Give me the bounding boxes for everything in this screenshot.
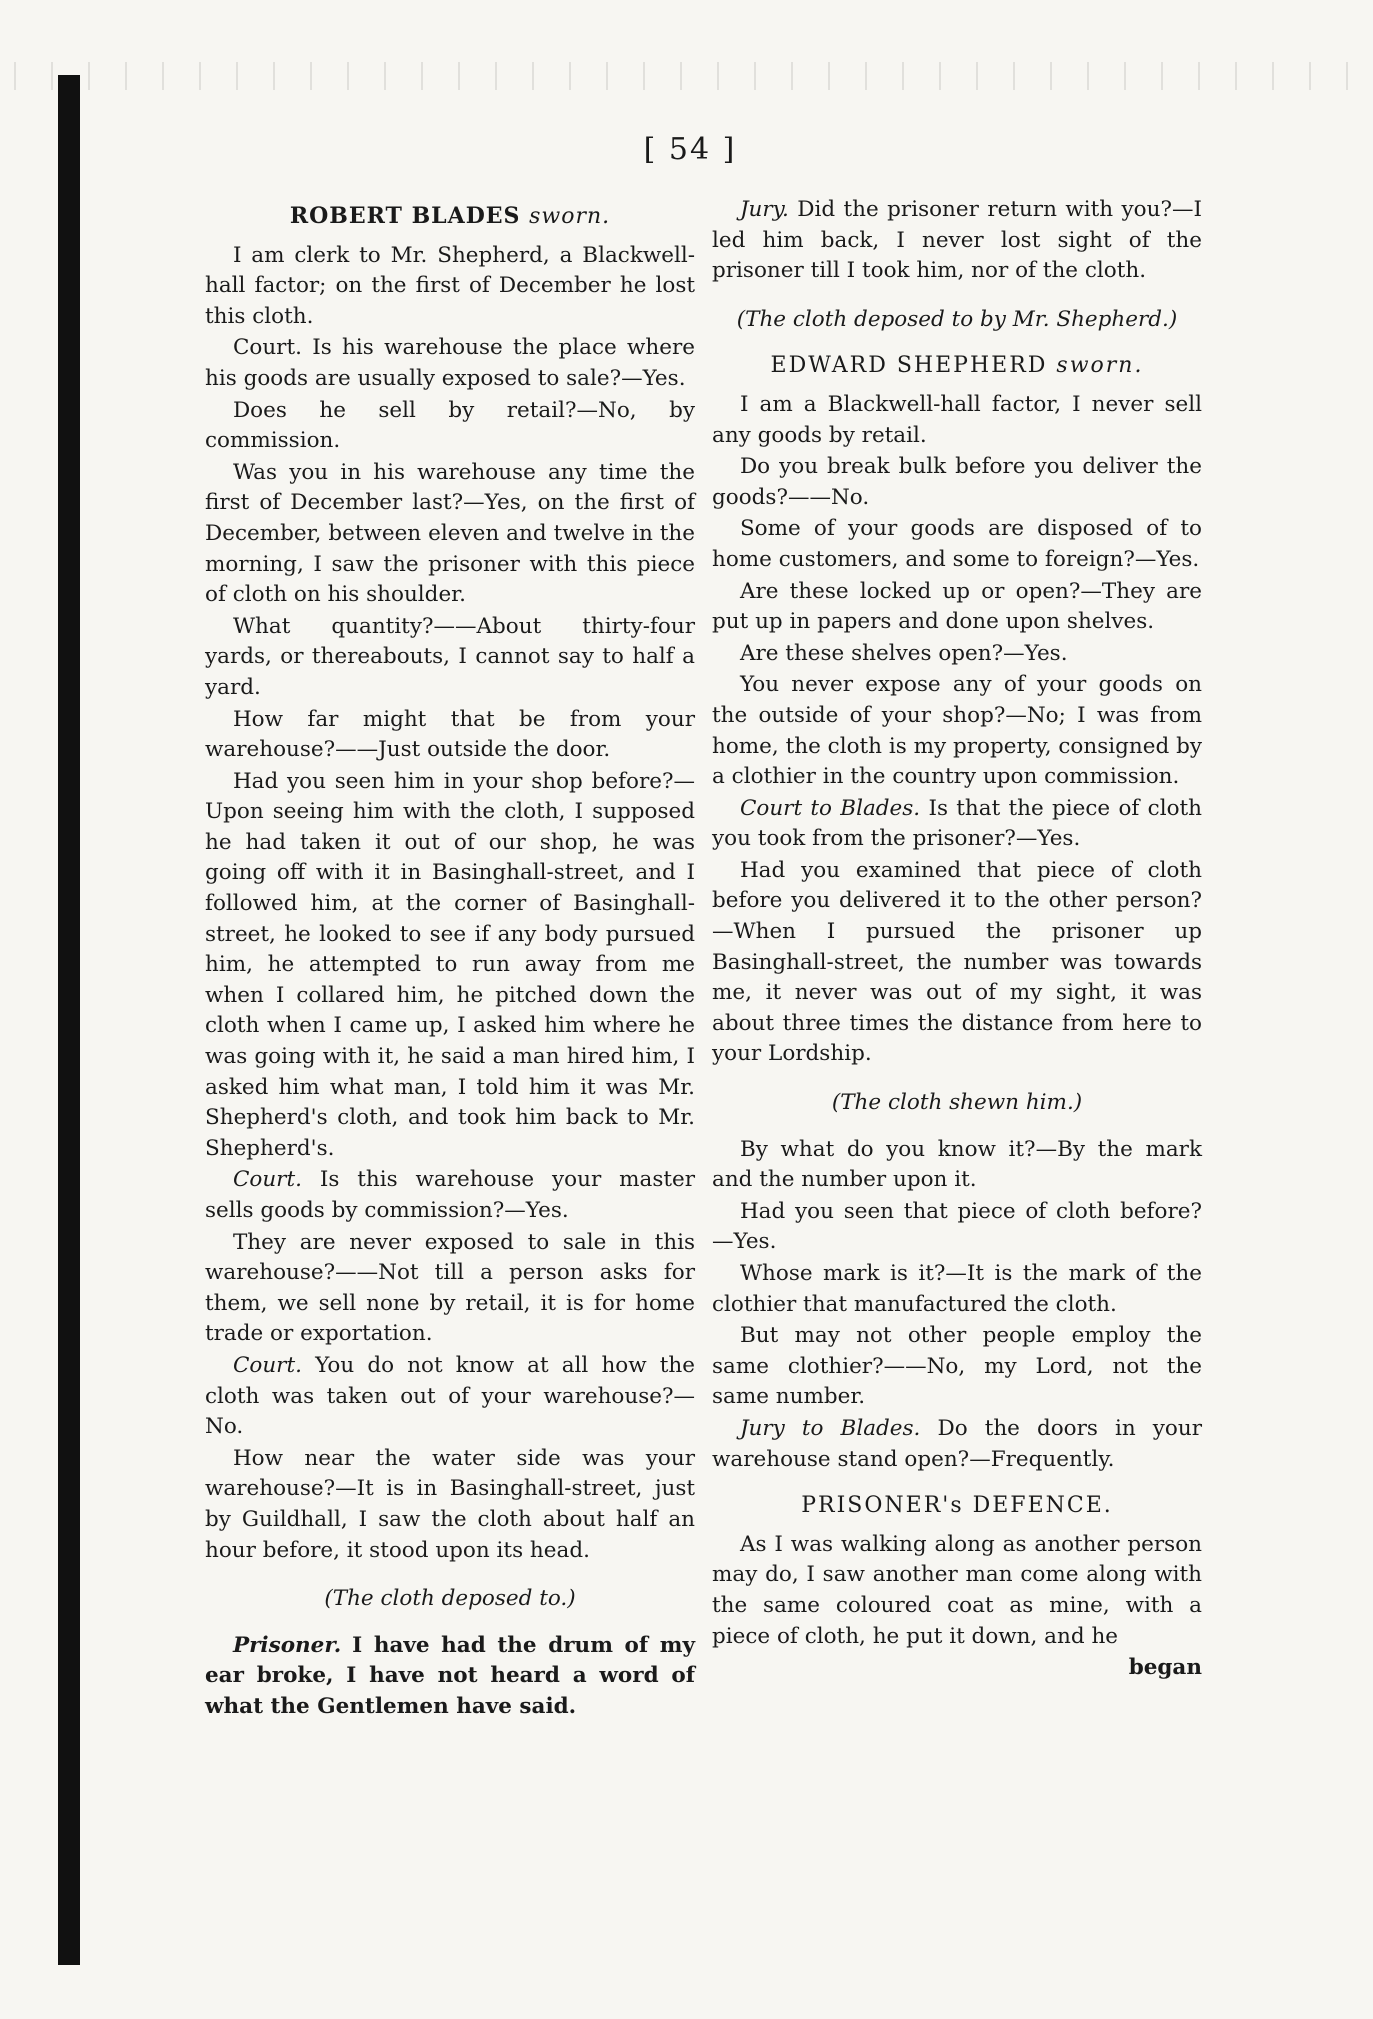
catchword: began	[1128, 1655, 1202, 1681]
testimony-text: Did the prisoner return with you?—I led him back, I never lost sight of the prisoner till I took him, nor of the cloth.	[712, 197, 1202, 284]
defence-heading: PRISONER's DEFENCE.	[801, 1493, 1113, 1519]
testimony-paragraph: Do you break bulk before you deliver the goods?——No.	[712, 454, 1202, 510]
testimony-paragraph: Had you seen him in your shop before?—Upon seeing him with the cloth, I supposed he had taken it out of our shop, he was going off with it in Basinghall-street, and I followed him, at the corner of Basinghall-street, he looked to see if any body pursued him, he attempted to run away from me when I collared him, he pitched down the cloth when I came up, I asked him where he was going with it, he said a man hired him, I asked him what man, I told him it was Mr. Shepherd's cloth, and took him back to Mr. Shepherd's.	[205, 768, 695, 1161]
exhibit-note: (The cloth deposed to.)	[324, 1586, 576, 1612]
testimony-paragraph: As I was walking along as another person may do, I saw another man come along with the same coloured coat as mine, with a piece of cloth, he put it down, and he	[712, 1531, 1202, 1649]
testimony-paragraph	[205, 1351, 695, 1443]
testimony-paragraph: By what do you know it?—By the mark and the number upon it.	[712, 1136, 1202, 1193]
testimony-text: You do not know at all how the cloth was taken out of your warehouse?—No.	[205, 1352, 696, 1440]
witness-name: EDWARD SHEPHERD	[770, 353, 1048, 379]
page-number: [ 54 ]	[643, 132, 737, 167]
speaker-label: Court to Blades.	[739, 795, 921, 821]
speaker-label: Court.	[232, 1352, 302, 1378]
testimony-paragraph: Whose mark is it?—It is the mark of the clothier that manufactured the cloth.	[712, 1261, 1202, 1317]
testimony-text: Is this warehouse your master sells goods by commission?—Yes.	[205, 1167, 695, 1223]
witness-heading-blades	[205, 201, 695, 233]
testimony-paragraph	[712, 195, 1202, 287]
exhibit-note: (The cloth shewn him.)	[831, 1090, 1083, 1116]
sworn-label: sworn.	[1056, 353, 1144, 379]
testimony-paragraph	[712, 794, 1202, 855]
exhibit-note: (The cloth deposed to by Mr. Shepherd.)	[736, 306, 1178, 332]
left-column	[205, 195, 695, 1724]
testimony-paragraph: You never expose any of your goods on the outside of your shop?—No; I was from home, the cloth is my property, consigned by a clothier in the country upon commission.	[712, 672, 1202, 790]
testimony-paragraph: Had you examined that piece of cloth before you delivered it to the other person?—When I pursued the prisoner up Basinghall-street, the number was towards me, it never was out of my sight, it was about three times the distance from here to your Lordship.	[712, 857, 1202, 1067]
speaker-label: Prisoner.	[232, 1632, 342, 1658]
testimony-text: Is that the piece of cloth you took from the prisoner?—Yes.	[712, 795, 1203, 852]
testimony-paragraph	[205, 1631, 695, 1723]
testimony-paragraph: How near the water side was your warehouse?—It is in Basinghall-street, just by Guildhall, I saw the cloth about half an hour before, it stood upon its head.	[205, 1445, 695, 1563]
right-column	[712, 195, 1202, 1684]
speaker-label: Jury to Blades.	[739, 1415, 921, 1441]
testimony-paragraph: How far might that be from your warehouse?——Just outside the door.	[205, 706, 695, 763]
testimony-paragraph: Are these locked up or open?—They are put up in papers and done upon shelves.	[712, 578, 1202, 635]
scan-top-noise	[0, 62, 1373, 90]
testimony-paragraph: Does he sell by retail?—No, by commission.	[205, 397, 695, 454]
testimony-paragraph: Court. Is his warehouse the place where his goods are usually exposed to sale?—Yes.	[205, 335, 695, 391]
testimony-paragraph	[205, 1165, 695, 1226]
testimony-paragraph: I am clerk to Mr. Shepherd, a Blackwell-hall factor; on the first of December he lost this cloth.	[205, 242, 695, 329]
sworn-label: sworn.	[529, 204, 611, 229]
testimony-paragraph: Are these shelves open?—Yes.	[739, 640, 1068, 666]
testimony-paragraph: But may not other people employ the same clothier?——No, my Lord, not the same number.	[712, 1323, 1202, 1410]
speaker-label: Jury.	[739, 197, 789, 222]
page-binding-edge	[58, 75, 80, 1965]
testimony-text: Do the doors in your warehouse stand open?—Frequently.	[712, 1415, 1202, 1472]
testimony-paragraph: Was you in his warehouse any time the first of December last?—Yes, on the first of December, between eleven and twelve in the morning, I saw the prisoner with this piece of cloth on his shoulder.	[205, 459, 695, 608]
witness-name: ROBERT BLADES	[289, 203, 521, 229]
testimony-paragraph: What quantity?——About thirty-four yards, or thereabouts, I cannot say to half a yard.	[205, 613, 695, 700]
speaker-label: Court.	[232, 1167, 302, 1193]
witness-heading-shepherd	[712, 351, 1202, 382]
testimony-paragraph: They are never exposed to sale in this warehouse?——Not till a person asks for them, we sell none by retail, it is for home trade or exportation.	[205, 1229, 695, 1347]
testimony-paragraph: Some of your goods are disposed of to home customers, and some to foreign?—Yes.	[712, 516, 1202, 572]
testimony-paragraph	[712, 1414, 1202, 1475]
testimony-paragraph: Had you seen that piece of cloth before?—Yes.	[712, 1198, 1202, 1255]
testimony-text: I have had the drum of my ear broke, I have not heard a word of what the Gentlemen have said.	[205, 1632, 695, 1719]
testimony-paragraph: I am a Blackwell-hall factor, I never sell any goods by retail.	[712, 391, 1202, 448]
